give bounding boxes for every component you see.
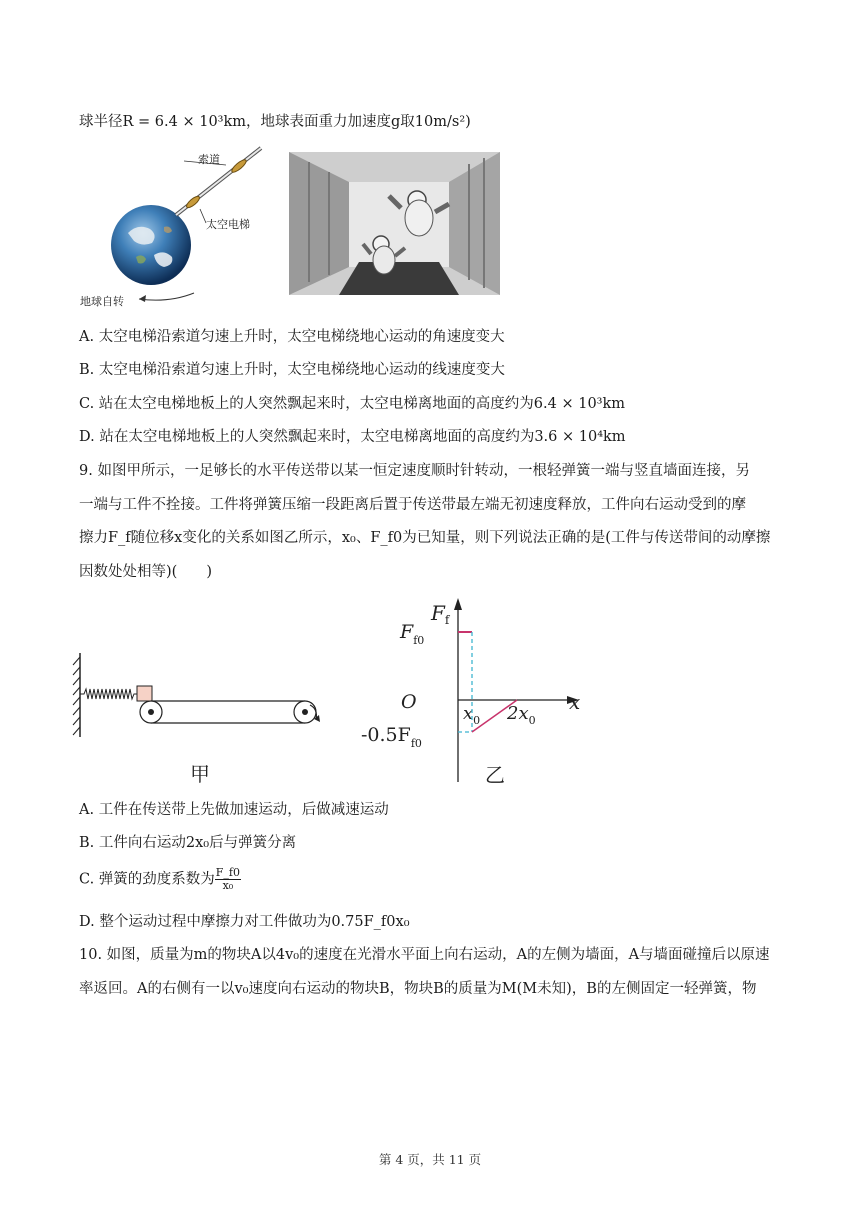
q8-option-a: A. 太空电梯沿索道匀速上升时，太空电梯绕地心运动的角速度变大: [79, 329, 505, 345]
figure-jia: [70, 645, 340, 790]
q10-stem-line-2: 率返回。A的右侧有一以v₀速度向右运动的物块B，物块B的质量为M(M未知)，B的左侧固定一轻弹簧，物: [79, 981, 757, 997]
q9-stem-line-3: 擦力F_f随位移x变化的关系如图乙所示，x₀、F_f0为已知量，则下列说法正确的是(工件与传送带间的动摩擦: [79, 530, 771, 546]
q9-option-b: B. 工件向右运动2x₀后与弹簧分离: [79, 835, 297, 851]
q9-option-c: [79, 867, 241, 892]
figure-jia-label: 甲: [190, 762, 210, 786]
q10-stem-line-1: 10. 如图，质量为m的物块A以4v₀的速度在光滑水平面上向右运动，A的左侧为墙面，A与墙面碰撞后以原速: [79, 947, 770, 963]
q9-stem-line-1: 9. 如图甲所示，一足够长的水平传送带以某一恒定速度顺时针转动，一根轻弹簧一端与竖直墙面连接，另: [79, 463, 750, 479]
q9-stem-line-2: 一端与工件不拴接。工件将弹簧压缩一段距离后置于传送带最左端无初速度释放，工件向右运动受到的摩: [79, 497, 746, 513]
origin-label: O: [401, 691, 417, 713]
figure-yi-label: 乙: [485, 763, 505, 787]
stiffness-fraction: $\frac{F\_f0}{\text{x₀}}$: [215, 866, 240, 892]
rotation-label: 地球自转: [80, 295, 124, 308]
earth-icon: [111, 205, 191, 285]
q8-option-c: C. 站在太空电梯地板上的人突然飘起来时，太空电梯离地面的高度约为6.4 × 10³km: [79, 396, 626, 412]
q9-option-c-prefix: C. 弹簧的劲度系数为: [79, 871, 215, 888]
workpiece-block: [137, 686, 152, 701]
f0-label: $F_{f0}$: [400, 621, 425, 647]
conveyor-belt: [140, 701, 316, 723]
spring: [80, 689, 137, 699]
q8-option-b: B. 太空电梯沿索道匀速上升时，太空电梯绕地心运动的线速度变大: [79, 362, 505, 378]
cable-ring: [230, 158, 248, 174]
x-axis-label: x: [569, 690, 581, 714]
space-elevator-figure: [76, 145, 266, 310]
q9-option-a: A. 工件在传送带上先做加速运动，后做减速运动: [79, 802, 389, 818]
figure-yi-graph: [355, 592, 595, 792]
intro-line: 球半径R = 6.4 × 10³km，地球表面重力加速度g取10m/s²): [79, 114, 471, 130]
y-axis-label: $F_f$: [431, 601, 450, 627]
elevator-ring: [185, 195, 201, 210]
elevator-label: 太空电梯: [206, 218, 250, 231]
q9-option-d: D. 整个运动过程中摩擦力对工件做功为0.75F_f0x₀: [79, 914, 410, 930]
q9-stem-line-4: 因数处处相等)( ): [79, 564, 212, 580]
cable-label: 索道: [198, 153, 220, 166]
2x0-label: $2x_0$: [507, 703, 536, 727]
q8-option-d: D. 站在太空电梯地板上的人突然飘起来时，太空电梯离地面的高度约为3.6 × 10⁴km: [79, 429, 626, 445]
astronaut-photo: [289, 152, 500, 295]
page-footer: 第 4 页，共 11 页: [378, 1152, 482, 1167]
neg-half-f0-label: $-0.5F_{f0}$: [361, 724, 422, 750]
x0-label: $x_0$: [463, 703, 481, 727]
